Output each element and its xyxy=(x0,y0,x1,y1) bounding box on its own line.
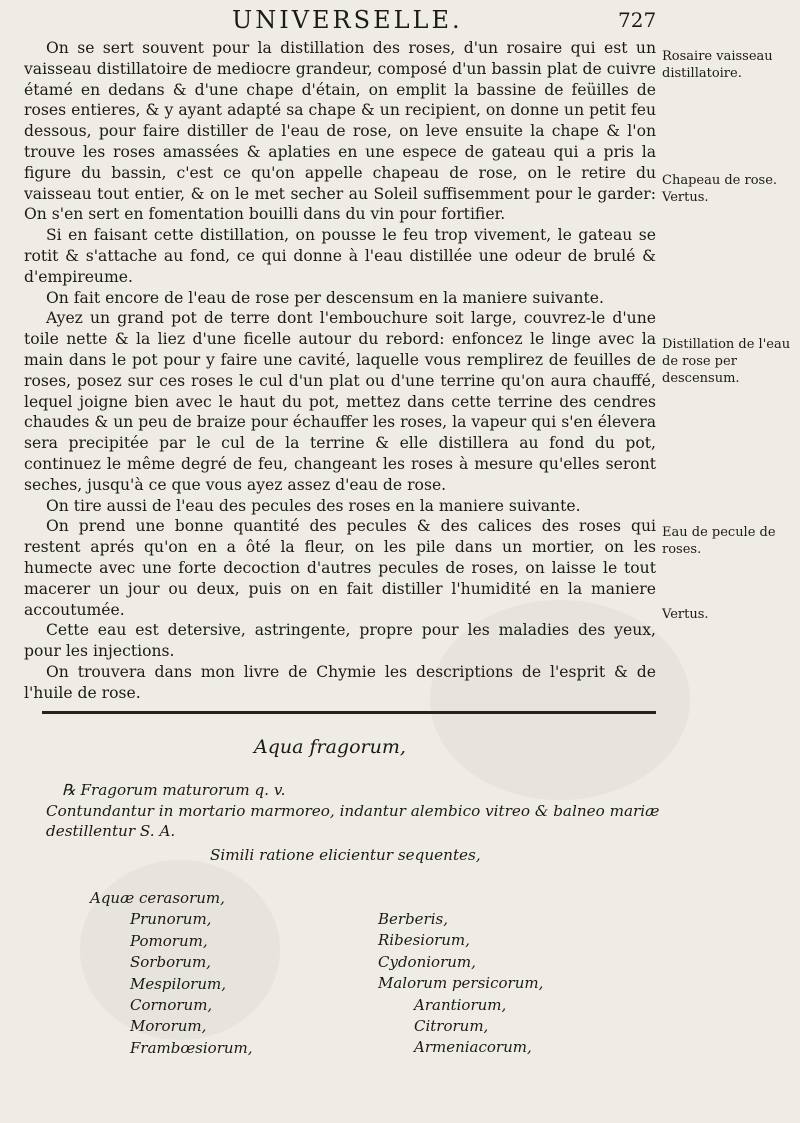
running-title: UNIVERSELLE. xyxy=(232,6,463,34)
list-item: Sorborum, xyxy=(130,953,211,972)
paragraph: On trouvera dans mon livre de Chymie les descriptions de l'esprit & de l'huile de rose. xyxy=(24,662,656,702)
list-item: Ribesiorum, xyxy=(378,931,470,950)
list-item: Prunorum, xyxy=(130,910,212,929)
page-header xyxy=(0,4,800,40)
paragraph: Ayez un grand pot de terre dont l'embouchure soit large, couvrez-le d'une toile nette & la liez d'une ficelle autour du rebord: enfoncez le linge avec la main dans le pot pour y faire une cavité, laquelle vous remplirez de feuilles de roses, posez sur ces roses le cul d'un plat ou d'une terrine qu'on aura chauffé, lequel joigne bien avec le haut du pot, mettez dans cette terrine des cendres chaudes & un peu de braize pour échauffer les roses, la vapeur qui s'en élevera sera precipitée par le cul de la terrine & elle distillera au fond du pot, continuez le même degré de feu, changeant les roses à mesure qu'elles seront seches, jusqu'à ce que vous ayez assez d'eau de rose. xyxy=(24,309,656,494)
margin-note: Rosaire vaisseau distillatoire. xyxy=(662,49,773,81)
list-item: Frambœsiorum, xyxy=(130,1038,253,1057)
list-item: Mororum, xyxy=(130,1017,207,1036)
paragraph: Si en faisant cette distillation, on pousse le feu trop vivement, le gateau se rotit & s'attache au fond, ce qui donne à l'eau distillée une odeur de brulé & d'empireume. xyxy=(24,226,656,286)
recipe-subheading: Simili ratione elicientur sequentes, xyxy=(210,846,481,864)
list-item: Citrorum, xyxy=(414,1017,489,1036)
recipe-title: Aqua fragorum, xyxy=(254,736,406,758)
list-item: Malorum persicorum, xyxy=(378,974,544,993)
margin-note: Vertus. xyxy=(662,607,709,622)
list-item: Mespilorum, xyxy=(130,974,226,993)
list-item: Arantiorum, xyxy=(414,995,507,1014)
margin-note: Eau de pecule de roses. xyxy=(662,525,776,557)
list-item: Aquæ cerasorum, xyxy=(90,889,225,907)
section-divider xyxy=(42,711,656,714)
paragraph: On se sert souvent pour la distillation des roses, d'un rosaire qui est un vaisseau distillatoire de mediocre grandeur, composé d'un bassin plat de cuivre étamé en dedans & d'une chape d'étain, on emplit la bassine de feüilles de roses entieres, & y ayant adapté sa chape & un recipient, on donne un petit feu dessous, pour faire distiller de l'eau de rose, on leve ensuite la chape & l'on trouve les roses amassées & aplaties en une espece de gateau qui a pris la figure du bassin, c'est ce qu'on appelle chapeau de rose, on le retire du vaisseau tout entier, & on le met secher au Soleil suffisemment pour le garder: On s'en sert en fomentation bouilli dans du vin pour fortifier. xyxy=(24,39,656,224)
list-item: Cornorum, xyxy=(130,996,213,1015)
paragraph: Cette eau est detersive, astringente, propre pour les maladies des yeux, pour les injections. xyxy=(24,621,656,661)
list-item: Berberis, xyxy=(378,910,448,928)
list-item: Pomorum, xyxy=(130,931,208,950)
margin-note: Chapeau de rose. Vertus. xyxy=(662,173,778,205)
paragraph: On fait encore de l'eau de rose per descensum en la maniere suivante. xyxy=(46,288,604,307)
paragraph: On prend une bonne quantité des pecules & des calices des roses qui restent aprés qu'on en a ôté la fleur, on les pile dans un mortier, on les humecte avec une forte decoction d'autres pecules de roses, on laisse le tout macerer un jour ou deux, puis on en fait distiller l'humidité en la maniere accoutumée. xyxy=(24,517,656,619)
list-item: Armeniacorum, xyxy=(414,1038,532,1057)
recipe-line: ℞ Fragorum maturorum q. v. xyxy=(62,781,286,799)
recipe-line: Contundantur in mortario marmoreo, indantur alembico vitreo & balneo mariæ destillentur S. A. xyxy=(46,801,660,840)
paragraph: On tire aussi de l'eau des pecules des roses en la maniere suivante. xyxy=(46,496,581,515)
body-text xyxy=(24,38,656,704)
recipe-list-right xyxy=(378,888,543,1059)
recipe-text xyxy=(46,780,666,842)
margin-note: Distillation de l'eau de rose per descensum. xyxy=(662,337,791,386)
recipe-list-left xyxy=(90,888,253,1059)
page-number: 727 xyxy=(618,8,657,32)
list-item: Cydoniorum, xyxy=(378,952,476,971)
